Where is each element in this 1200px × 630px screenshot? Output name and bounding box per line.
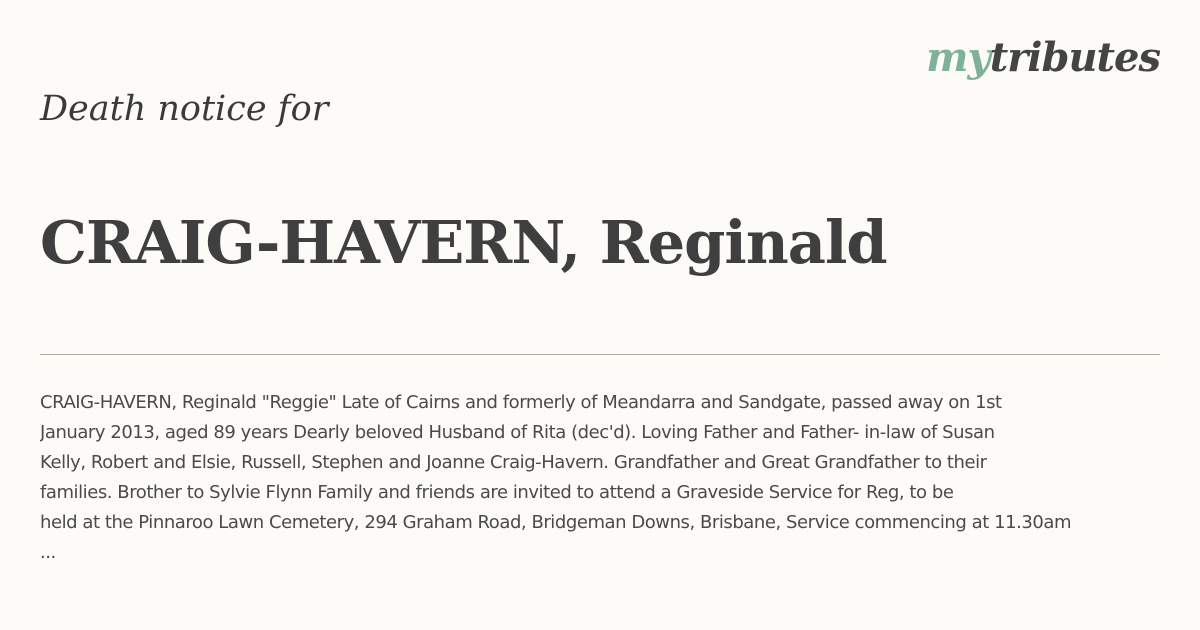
excerpt-line: January 2013, aged 89 years Dearly beloved Husband of Rita (dec'd). Loving Father and Father- in-law of Susan [40, 422, 995, 443]
excerpt-ellipsis: ... [40, 542, 56, 563]
deceased-name: CRAIG-HAVERN, Reginald [40, 208, 887, 277]
notice-excerpt [40, 388, 1200, 578]
excerpt-line: Kelly, Robert and Elsie, Russell, Stephen and Joanne Craig-Havern. Grandfather and Great Grandfather to their [40, 452, 987, 473]
logo-suffix: tributes [989, 34, 1160, 81]
mytributes-logo[interactable] [926, 34, 1160, 82]
excerpt-line: held at the Pinnaroo Lawn Cemetery, 294 Graham Road, Bridgeman Downs, Brisbane, Service commencing at 11.30am [40, 512, 1072, 533]
excerpt-line: CRAIG-HAVERN, Reginald "Reggie" Late of Cairns and formerly of Meandarra and Sandgate, passed away on 1st [40, 392, 1002, 413]
excerpt-line: families. Brother to Sylvie Flynn Family and friends are invited to attend a Graveside Service for Reg, to be [40, 482, 954, 503]
divider [40, 354, 1160, 355]
notice-kicker: Death notice for [40, 89, 329, 129]
logo-prefix: my [926, 34, 990, 81]
